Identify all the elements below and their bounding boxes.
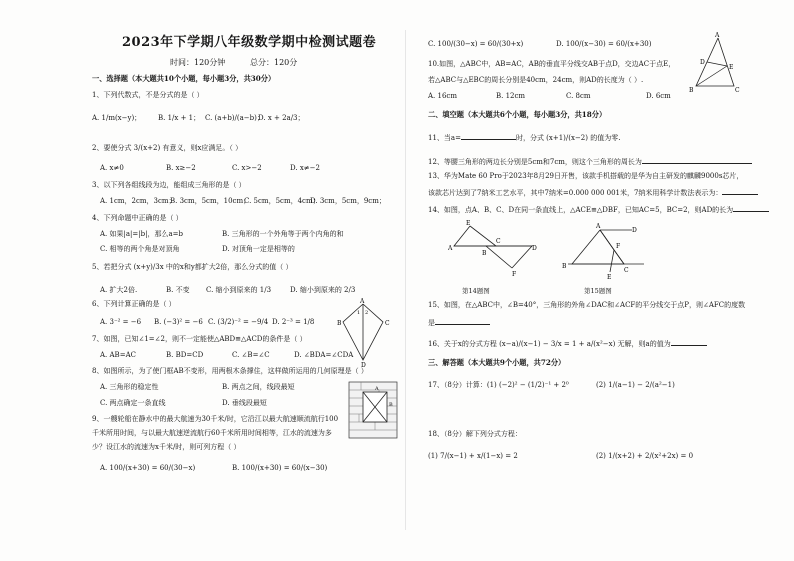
fig8-label-b: B	[389, 402, 393, 408]
question-14-text: 14、如图，点A、B、C、D在同一条直线上，△ACE≌△DBF，已知AC=5，BC=2，则AD的长为	[428, 206, 734, 214]
q1-option-a: A. 1/m(x−y)；	[92, 114, 142, 122]
q9-option-b: B. 100/(x+30) = 60/(x−30)	[232, 464, 328, 472]
question-10-figure	[686, 32, 744, 96]
question-6: 6、下列计算正确的是（ ）	[92, 300, 176, 308]
q2-option-a: A. x≠0	[100, 164, 124, 172]
question-15-text: 是	[428, 319, 435, 327]
fig14-label-d: D	[532, 245, 537, 252]
q1-option-d: D. x + 2a/3；	[258, 114, 305, 122]
section-one-heading: 一、选择题（本大题共10个小题，每小题3分，共30分）	[92, 74, 276, 83]
q1-option-c: C. (a+b)/(a−b)；	[205, 114, 264, 122]
question-18: 18、（8分）解下列分式方程：	[428, 430, 522, 438]
question-15-line-2	[428, 318, 490, 328]
figure-14-caption: 第14题图	[462, 287, 490, 295]
fig14-label-e: E	[466, 220, 471, 227]
q6-option-b: B. (−3)² = −6	[154, 318, 203, 326]
fig10-label-b: B	[689, 87, 694, 94]
question-13-text: 该款芯片达到了7纳米工艺水平，其中7纳米=0.000 000 001米，7纳米用科学计数法表示为：	[428, 189, 723, 197]
q8-option-d: D. 垂线段最短	[222, 399, 267, 407]
q12-answer-blank[interactable]	[642, 157, 752, 164]
q7-option-c: C. ∠B=∠C	[232, 351, 270, 359]
question-12	[428, 157, 752, 167]
q8-option-a: A. 三角形的稳定性	[100, 383, 159, 391]
q7-option-a: A. AB=AC	[100, 351, 136, 359]
question-2: 2、要使分式 3/(x+2) 有意义，则x应满足。（ ）	[92, 144, 243, 152]
question-7: 7、如图，已知∠1=∠2，则不一定能使△ABD≌△ACD的条件是（ ）	[92, 335, 307, 343]
question-18-part-2: (2) 1/(x+2) + 2/(x²+2x) = 0	[596, 452, 694, 460]
q7-option-d: D. ∠BDA=∠CDA	[294, 351, 354, 359]
q5-option-b: B. 不变	[166, 286, 190, 294]
q6-option-d: D. 2⁻³ = 1/8	[272, 318, 315, 326]
q2-option-d: D. x≠−2	[290, 164, 320, 172]
question-15-figure	[560, 218, 648, 280]
q5-option-a: A. 扩大2倍.	[100, 286, 138, 294]
question-9-line-1: 9、一艘轮船在静水中的最大航速为30千米/时，它沿江以最大航速顺流航行100	[92, 415, 339, 423]
fig14-label-b: B	[482, 250, 487, 257]
fig10-label-d: D	[700, 59, 705, 66]
question-12-text: 12、等腰三角形的两边长分别是5cm和7cm，则这个三角形的周长为	[428, 158, 642, 166]
q9-option-d: D. 100/(x−30) = 60/(x+30)	[556, 40, 652, 48]
question-14-figure	[448, 218, 538, 280]
question-15-line-1: 15、如图，在△ABC中，∠B=40°，三角形的外角∠DAC和∠ACF的平分线交于点P，则∠AFC的度数	[428, 301, 746, 309]
fig15-label-b: B	[562, 263, 567, 270]
question-13-line-1: 13、华为Mate 60 Pro于2023年8月29日开售，该款手机搭载的是华为自主研发的麒麟9000s芯片，	[428, 172, 744, 180]
fig14-label-a: A	[448, 245, 453, 252]
fig10-label-a: A	[715, 32, 720, 39]
q8-option-b: B. 两点之间，线段最短	[222, 383, 295, 391]
q3-option-b: B. 3cm，5cm，10cm；	[170, 197, 251, 205]
q11-answer-blank[interactable]	[461, 133, 516, 140]
question-17-part-1: 17、（8分）计算：(1) (−2)² − (1/2)⁻¹ + 2⁰	[428, 381, 569, 389]
question-4: 4、下列命题中正确的是（ ）	[92, 214, 183, 222]
fig7-label-a: A	[360, 298, 365, 305]
fig15-label-a: A	[596, 223, 601, 230]
q4-option-b: B. 三角形的一个外角等于两个内角的和	[222, 230, 344, 238]
question-1: 1、下列代数式，不是分式的是（ ）	[92, 91, 204, 99]
q4-option-c: C. 相等的两个角是对顶角	[100, 245, 180, 253]
q9-option-a: A. 100/(x+30) = 60/(30−x)	[100, 464, 196, 472]
q4-option-d: D. 对顶角一定是相等的	[222, 245, 295, 253]
q2-option-c: C. x>−2	[232, 164, 262, 172]
q13-answer-blank[interactable]	[722, 188, 758, 195]
fig10-label-c: C	[735, 87, 740, 94]
q15-answer-blank[interactable]	[435, 318, 490, 325]
q6-option-c: C. (3/2)⁻² = −9/4	[208, 318, 269, 326]
q10-option-b: B. 12cm	[496, 92, 526, 100]
q2-option-b: B. x≥−2	[166, 164, 196, 172]
section-two-heading: 二、填空题（本大题共6个小题，每小题3分，共18分）	[428, 110, 607, 119]
q8-option-c: C. 两点确定一条直线	[100, 399, 166, 407]
figure-15-caption: 第15题图	[584, 287, 612, 295]
q6-option-a: A. 3⁻² = −6	[100, 318, 142, 326]
fig8-label-a: A	[375, 386, 379, 392]
question-10-line-1: 10.如图，△ABC中，AB=AC，AB的垂直平分线交AB于点D，交边AC于点E，	[428, 60, 676, 68]
q4-option-a: A. 如果|a|=|b|，那么a=b	[100, 230, 183, 238]
fig7-label-d: D	[361, 362, 366, 368]
q14-answer-blank[interactable]	[733, 205, 769, 212]
question-11-prefix: 11、当a=	[428, 134, 461, 142]
q5-option-d: D. 缩小到原来的 2/3	[290, 286, 356, 294]
question-8-figure	[345, 378, 401, 442]
fig7-label-c: C	[385, 320, 390, 327]
page-title: 2023年下学期八年级数学期中检测试题卷	[122, 35, 377, 50]
fig15-label-d: D	[632, 227, 637, 234]
q7-option-b: B. BD=CD	[166, 351, 204, 359]
fig7-label-b: B	[337, 320, 342, 327]
fig10-label-e: E	[729, 64, 734, 71]
q3-option-d: D. 3cm，5cm，9cm；	[310, 197, 386, 205]
column-divider	[405, 30, 406, 530]
q16-answer-blank[interactable]	[671, 339, 707, 346]
q3-option-a: A. 1cm，2cm，3cm；	[100, 197, 176, 205]
question-8: 8、如图所示，为了使门框AB不变形，用两根木条撑住，这样做所运用的几何原理是（ ）	[92, 367, 368, 375]
question-9-line-3: 少？设江水的流速为x千米/时，则可列方程（ ）	[92, 443, 241, 451]
q3-option-c: C. 5cm，5cm，4cm；	[244, 197, 320, 205]
question-17-part-2: (2) 1/(a−1) − 2/(a²−1)	[596, 381, 675, 389]
fig14-label-f: F	[512, 271, 517, 278]
section-three-heading: 三、解答题（本大题共9个小题，共72分）	[428, 358, 566, 367]
fig14-label-c: C	[496, 238, 501, 245]
question-5: 5、若把分式 (x+y)/3x 中的x和y都扩大2倍，那么分式的值（ ）	[92, 263, 293, 271]
q10-option-d: D. 6cm	[646, 92, 671, 100]
question-18-part-1: (1) 7/(x−1) + x/(1−x) = 2	[428, 452, 518, 460]
question-14	[428, 205, 769, 215]
fig15-label-c: C	[624, 267, 629, 274]
fig15-label-f: F	[616, 243, 621, 250]
question-11-tail: 时，分式 (x+1)/(x−2) 的值为零.	[515, 134, 621, 142]
exam-time: 时间：120分钟	[170, 58, 226, 67]
question-3: 3、以下列各组线段为边，能组成三角形的是（ ）	[92, 181, 246, 189]
exam-score: 总分：120分	[250, 58, 298, 67]
question-13-line-2	[428, 188, 758, 198]
question-11	[428, 133, 620, 143]
fig7-label-1: 1	[357, 310, 361, 316]
question-16-text: 16、关于x的分式方程 (x−a)/(x−1) − 3/x = 1 + a/(x²−x) 无解，则a的值为	[428, 340, 671, 348]
question-10-line-2: 若△ABC与△EBC的周长分别是40cm，24cm，则AD的长度为（ ）.	[428, 76, 644, 84]
q5-option-c: C. 缩小到原来的 1/3	[206, 286, 272, 294]
q10-option-a: A. 16cm	[428, 92, 457, 100]
q10-option-c: C. 8cm	[566, 92, 591, 100]
fig15-label-e: E	[607, 274, 612, 280]
q9-option-c: C. 100/(30−x) = 60/(30+x)	[428, 40, 524, 48]
q1-option-b: B. 1/x + 1；	[158, 114, 201, 122]
question-16	[428, 339, 707, 349]
question-9-line-2: 千米所用时间，与以最大航速逆流航行60千米所用时间相等，江水的流速为多	[92, 429, 332, 437]
fig7-label-2: 2	[365, 310, 369, 316]
